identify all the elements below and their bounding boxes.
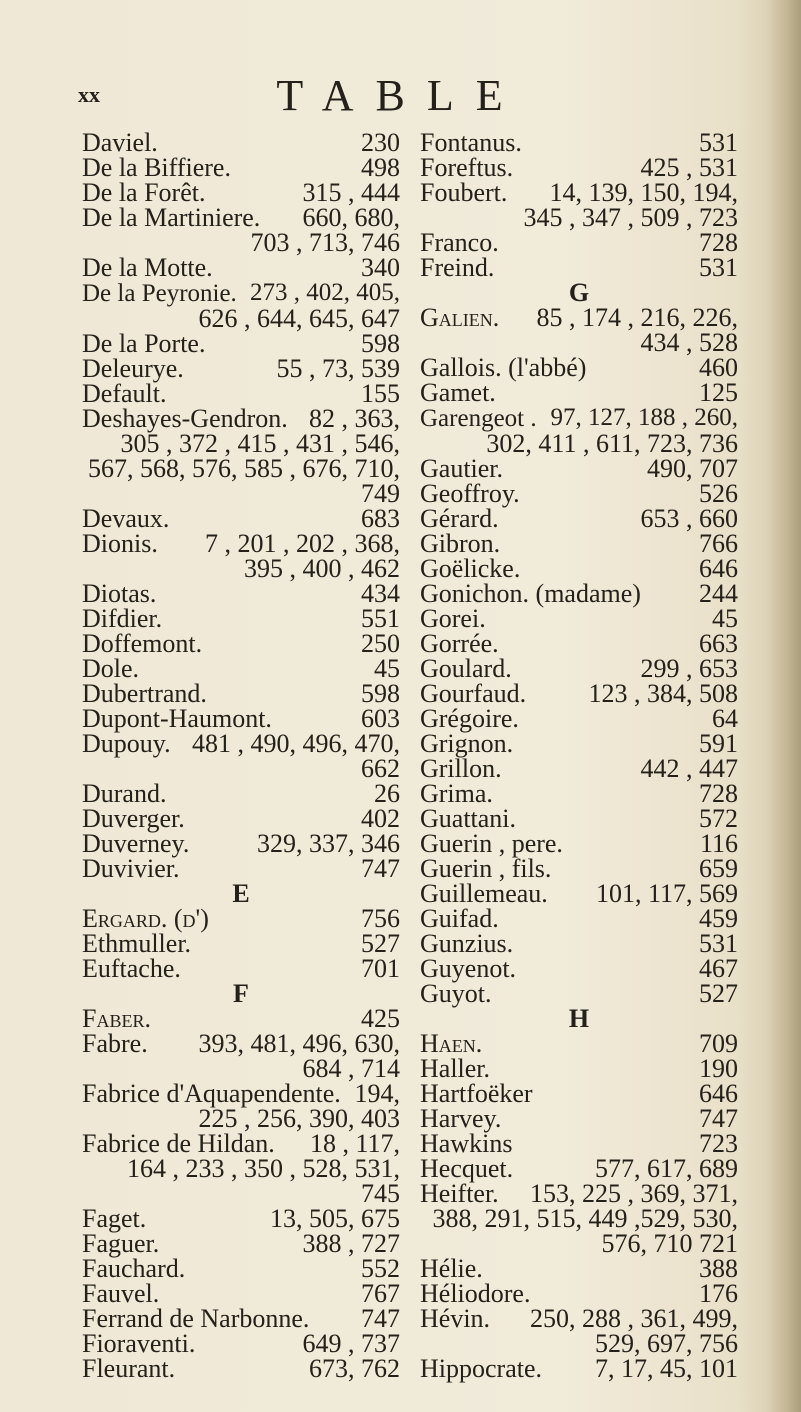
entry-name: Dubertrand.: [82, 679, 207, 708]
index-entry: [420, 1106, 738, 1131]
entry-pages: 82 , 363,: [309, 404, 400, 433]
index-entry: [82, 1006, 400, 1031]
entry-name: Goëlicke.: [420, 554, 521, 583]
index-entry: [420, 906, 738, 931]
entry-name: Daviel.: [82, 128, 158, 157]
entry-pages: 190: [699, 1054, 738, 1083]
entry-pages: 531: [699, 128, 738, 157]
entry-pages: 460: [699, 353, 738, 382]
entry-pages: 425 , 531: [640, 153, 738, 182]
index-entry: [82, 856, 400, 881]
entry-pages-continued: 626 , 644, 645, 647: [198, 304, 400, 333]
entry-pages: 250: [361, 629, 400, 658]
entry-name: Foubert.: [420, 178, 508, 207]
entry-pages-continued: 388, 291, 515, 449 ,529, 530, 576, 710 721: [432, 1204, 738, 1258]
entry-name: Hawkins: [420, 1129, 513, 1158]
entry-name: Fleurant.: [82, 1354, 176, 1383]
entry-pages: 97, 127, 188 , 260,: [550, 404, 738, 431]
entry-pages: 649 , 737: [302, 1329, 400, 1358]
entry-pages-continued: 305 , 372 , 415 , 431 , 546, 567, 568, 576, 585 , 676, 710, 749: [88, 429, 400, 508]
entry-name: Gourfaud.: [420, 679, 527, 708]
entry-pages: 393, 481, 496, 630,: [198, 1029, 400, 1058]
entry-name: Freind.: [420, 253, 495, 282]
entry-pages: 663: [699, 629, 738, 658]
index-entry: [82, 831, 400, 856]
index-entry: [82, 656, 400, 681]
index-entry: [82, 781, 400, 806]
entry-name: Duverger.: [82, 804, 185, 833]
index-entry: [420, 1281, 738, 1306]
index-entry: [420, 656, 738, 681]
index-entry: [82, 1281, 400, 1306]
entry-name: De la Porte.: [82, 329, 206, 358]
entry-pages: 155: [361, 379, 400, 408]
entry-name: Dole.: [82, 654, 140, 683]
index-entry: [420, 931, 738, 956]
entry-pages: 7 , 201 , 202 , 368,: [205, 529, 400, 558]
entry-name: Guyot.: [420, 979, 492, 1008]
index-entry: [420, 1181, 738, 1256]
entry-name: Faber.: [82, 1004, 151, 1033]
entry-pages: 747: [361, 1304, 400, 1333]
entry-pages-continued: 302, 411 , 611, 723, 736: [486, 429, 738, 458]
entry-name: Guerin , pere.: [420, 829, 563, 858]
entry-name: Deleurye.: [82, 354, 184, 383]
entry-pages-continued: 164 , 233 , 350 , 528, 531, 745: [127, 1154, 400, 1208]
index-entry: [420, 1156, 738, 1181]
index-entry: [420, 581, 738, 606]
entry-pages: 442 , 447: [640, 754, 738, 783]
entry-pages: 176: [699, 1279, 738, 1308]
entry-name: Garengeot .: [420, 405, 537, 432]
entry-pages: 728: [699, 779, 738, 808]
index-column-right: [420, 130, 738, 1381]
entry-name: Faget.: [82, 1204, 147, 1233]
index-entry: [420, 380, 738, 405]
entry-name: Fabre.: [82, 1029, 148, 1058]
entry-pages: 598: [361, 679, 400, 708]
index-entry: [420, 1306, 738, 1356]
index-entry: [82, 631, 400, 656]
entry-pages: 273 , 402, 405,: [250, 279, 400, 306]
entry-pages: 13, 505, 675: [270, 1204, 400, 1233]
entry-name: Héliodore.: [420, 1279, 531, 1308]
entry-pages: 26: [374, 779, 400, 808]
index-entry: [420, 1081, 738, 1106]
entry-name: Diotas.: [82, 579, 157, 608]
entry-name: Grignon.: [420, 729, 514, 758]
entry-pages: 603: [361, 704, 400, 733]
entry-pages-continued: 684 , 714: [302, 1054, 400, 1083]
entry-name: Duverney.: [82, 829, 190, 858]
entry-name: Gunzius.: [420, 929, 514, 958]
index-entry: [82, 581, 400, 606]
index-entry: [82, 956, 400, 981]
entry-pages-continued: 395 , 400 , 462: [244, 554, 400, 583]
entry-name: Guattani.: [420, 804, 517, 833]
index-entry: [420, 230, 738, 255]
entry-name: Ferrand de Narbonne.: [82, 1304, 310, 1333]
entry-pages: 101, 117, 569: [595, 879, 738, 908]
entry-name: Guifad.: [420, 904, 499, 933]
entry-pages: 250, 288 , 361, 499,: [530, 1304, 738, 1333]
index-entry: [420, 1056, 738, 1081]
section-letter: H: [568, 1004, 590, 1033]
index-entry: [82, 255, 400, 280]
entry-pages: 527: [361, 929, 400, 958]
entry-name: Grillon.: [420, 754, 502, 783]
index-entry: [82, 280, 400, 331]
entry-name: Guillemeau.: [420, 879, 548, 908]
entry-pages-continued: 529, 697, 756: [595, 1329, 738, 1358]
index-entry: [420, 255, 738, 280]
entry-name: Deshayes-Gendron.: [82, 404, 288, 433]
index-entry: [82, 731, 400, 781]
index-entry: [420, 956, 738, 981]
index-entry: [420, 606, 738, 631]
section-letter: G: [568, 278, 590, 307]
index-entry: [420, 506, 738, 531]
entry-name: Fabrice de Hildan.: [82, 1129, 275, 1158]
index-entry: [420, 756, 738, 781]
entry-pages: 64: [712, 704, 738, 733]
entry-name: Gérard.: [420, 504, 499, 533]
index-entry: [420, 155, 738, 180]
entry-name: Foreftus.: [420, 153, 514, 182]
index-entry: [82, 406, 400, 506]
entry-pages: 194,: [354, 1079, 400, 1108]
entry-pages: 709: [699, 1029, 738, 1058]
entry-name: Gorei.: [420, 604, 486, 633]
entry-pages: 116: [699, 829, 738, 858]
entry-name: Haen.: [420, 1029, 483, 1058]
index-entry: [420, 881, 738, 906]
entry-name: De la Motte.: [82, 253, 213, 282]
entry-pages: 723: [699, 1129, 738, 1158]
entry-pages: 388 , 727: [302, 1229, 400, 1258]
index-entry: [82, 681, 400, 706]
index-entry: [420, 631, 738, 656]
entry-pages: 577, 617, 689: [595, 1154, 738, 1183]
entry-name: Ergard. (d'): [82, 904, 209, 933]
entry-pages: 531: [699, 929, 738, 958]
index-entry: [420, 706, 738, 731]
index-entry: [82, 1331, 400, 1356]
index-entry: [82, 356, 400, 381]
index-entry: [420, 806, 738, 831]
index-entry: [420, 531, 738, 556]
section-letter: F: [233, 979, 249, 1008]
entry-name: Dupont-Haumont.: [82, 704, 272, 733]
entry-pages: 434: [361, 579, 400, 608]
index-entry: [420, 781, 738, 806]
entry-pages: 701: [361, 954, 400, 983]
page-number: xx: [78, 82, 100, 107]
index-entry: [82, 931, 400, 956]
index-entry: [82, 130, 400, 155]
index-entry: [82, 155, 400, 180]
entry-name: De la Martiniere.: [82, 203, 261, 232]
entry-name: Grima.: [420, 779, 493, 808]
entry-name: De la Forêt.: [82, 178, 206, 207]
entry-pages: 526: [699, 479, 738, 508]
entry-pages: 659: [699, 854, 738, 883]
index-column-left: [82, 130, 400, 1381]
entry-name: Hartfoëker: [420, 1079, 533, 1108]
index-entry: [420, 1356, 738, 1381]
index-entry: [420, 556, 738, 581]
entry-name: De la Peyronie.: [82, 280, 237, 307]
index-entry: [82, 381, 400, 406]
index-entry: [420, 981, 738, 1006]
entry-pages-continued: 225 , 256, 390, 403: [198, 1104, 400, 1133]
entry-name: Faguer.: [82, 1229, 160, 1258]
index-entry: [82, 1206, 400, 1231]
index-entry: [420, 731, 738, 756]
entry-pages: 673, 762: [309, 1354, 400, 1383]
entry-pages: 18 , 117,: [309, 1129, 400, 1158]
entry-pages: 425: [361, 1004, 400, 1033]
entry-name: Heifter.: [420, 1179, 499, 1208]
entry-name: Fauchard.: [82, 1254, 186, 1283]
entry-name: Gorrée.: [420, 629, 499, 658]
entry-pages: 467: [699, 954, 738, 983]
index-entry: [420, 1031, 738, 1056]
index-entry: [82, 706, 400, 731]
entry-pages: 591: [699, 729, 738, 758]
index-entry: [420, 130, 738, 155]
entry-pages: 459: [699, 904, 738, 933]
index-entry: [420, 355, 738, 380]
index-entry: [420, 681, 738, 706]
entry-name: Euftache.: [82, 954, 181, 983]
entry-name: Franco.: [420, 228, 499, 257]
entry-pages: 747: [699, 1104, 738, 1133]
entry-pages: 7, 17, 45, 101: [595, 1354, 738, 1383]
entry-name: Default.: [82, 379, 167, 408]
entry-pages: 85 , 174 , 216, 226,: [536, 303, 738, 332]
entry-name: Fauvel.: [82, 1279, 160, 1308]
index-entry: [82, 531, 400, 581]
index-entry: [420, 1131, 738, 1156]
entry-pages: 340: [361, 253, 400, 282]
entry-name: Devaux.: [82, 504, 170, 533]
entry-name: Grégoire.: [420, 704, 519, 733]
entry-pages: 646: [699, 554, 738, 583]
entry-pages: 598: [361, 329, 400, 358]
entry-name: Goulard.: [420, 654, 512, 683]
entry-pages: 123 , 384, 508: [588, 679, 738, 708]
entry-name: Durand.: [82, 779, 167, 808]
entry-name: Hévin.: [420, 1304, 491, 1333]
index-entry: [420, 481, 738, 506]
index-entry: [82, 205, 400, 255]
entry-pages: 766: [699, 529, 738, 558]
entry-pages-continued: 662: [361, 754, 400, 783]
index-entry: [82, 806, 400, 831]
entry-name: Guerin , fils.: [420, 854, 552, 883]
entry-pages: 402: [361, 804, 400, 833]
entry-pages: 551: [361, 604, 400, 633]
entry-name: De la Biffiere.: [82, 153, 231, 182]
entry-name: Fabrice d'Aquapendente.: [82, 1079, 341, 1108]
entry-pages: 230: [361, 128, 400, 157]
entry-pages-continued: 345 , 347 , 509 , 723: [523, 203, 738, 232]
entry-pages: 45: [712, 604, 738, 633]
page-title: TABLE: [276, 71, 525, 120]
entry-name: Fontanus.: [420, 128, 522, 157]
index-entry: [420, 405, 738, 456]
entry-name: Fioraventi.: [82, 1329, 196, 1358]
entry-name: Hippocrate.: [420, 1354, 543, 1383]
entry-name: Dionis.: [82, 529, 158, 558]
index-entry: [82, 906, 400, 931]
index-entry: [82, 1256, 400, 1281]
entry-pages: 45: [374, 654, 400, 683]
index-entry: [82, 1231, 400, 1256]
entry-pages: 153, 225 , 369, 371,: [530, 1179, 738, 1208]
index-entry: [420, 305, 738, 355]
entry-pages: 329, 337, 346: [257, 829, 400, 858]
index-entry: [82, 606, 400, 631]
entry-name: Dupouy.: [82, 729, 171, 758]
entry-pages: 646: [699, 1079, 738, 1108]
index-entry: [82, 1356, 400, 1381]
index-entry: [420, 456, 738, 481]
index-entry: [82, 506, 400, 531]
entry-pages: 527: [699, 979, 738, 1008]
entry-name: Gautier.: [420, 454, 504, 483]
entry-name: Gamet.: [420, 378, 496, 407]
entry-name: Difdier.: [82, 604, 163, 633]
entry-pages: 728: [699, 228, 738, 257]
index-entry: [82, 180, 400, 205]
entry-pages: 55 , 73, 539: [276, 354, 400, 383]
index-entry: [420, 856, 738, 881]
entry-pages: 299 , 653: [640, 654, 738, 683]
entry-name: Gallois. (l'abbé): [420, 353, 587, 382]
index-entry: [82, 331, 400, 356]
entry-pages: 490, 707: [647, 454, 738, 483]
entry-name: Geoffroy.: [420, 479, 520, 508]
entry-pages: 125: [699, 378, 738, 407]
entry-pages: 244: [699, 579, 738, 608]
entry-pages: 756: [361, 904, 400, 933]
entry-name: Gonichon. (madame): [420, 579, 641, 608]
index-entry: [82, 1031, 400, 1081]
entry-pages: 747: [361, 854, 400, 883]
entry-name: Galien.: [420, 303, 500, 332]
entry-pages: 767: [361, 1279, 400, 1308]
index-entry: [420, 1256, 738, 1281]
entry-pages: 552: [361, 1254, 400, 1283]
entry-pages: 481 , 490, 496, 470,: [192, 729, 400, 758]
entry-name: Guyenot.: [420, 954, 517, 983]
entry-name: Harvey.: [420, 1104, 502, 1133]
section-letter: E: [232, 879, 250, 908]
entry-pages: 498: [361, 153, 400, 182]
entry-name: Haller.: [420, 1054, 491, 1083]
page-edge-shadow: [767, 0, 801, 1412]
index-entry: [82, 1081, 400, 1131]
entry-name: Hélie.: [420, 1254, 483, 1283]
index-entry: [420, 831, 738, 856]
entry-name: Gibron.: [420, 529, 501, 558]
entry-pages: 572: [699, 804, 738, 833]
index-entry: [82, 1306, 400, 1331]
page-header: [0, 71, 801, 128]
entry-name: Doffemont.: [82, 629, 203, 658]
index-entry: [82, 1131, 400, 1206]
entry-pages: 683: [361, 504, 400, 533]
index-entry: [420, 180, 738, 230]
entry-pages: 388: [699, 1254, 738, 1283]
entry-pages: 653 , 660: [640, 504, 738, 533]
entry-pages: 660, 680,: [302, 203, 400, 232]
entry-pages: 531: [699, 253, 738, 282]
entry-pages-continued: 703 , 713, 746: [250, 228, 400, 257]
entry-pages: 315 , 444: [302, 178, 400, 207]
entry-name: Hecquet.: [420, 1154, 514, 1183]
entry-name: Duvivier.: [82, 854, 180, 883]
entry-pages: 14, 139, 150, 194,: [549, 178, 738, 207]
entry-name: Ethmuller.: [82, 929, 192, 958]
entry-pages-continued: 434 , 528: [640, 328, 738, 357]
